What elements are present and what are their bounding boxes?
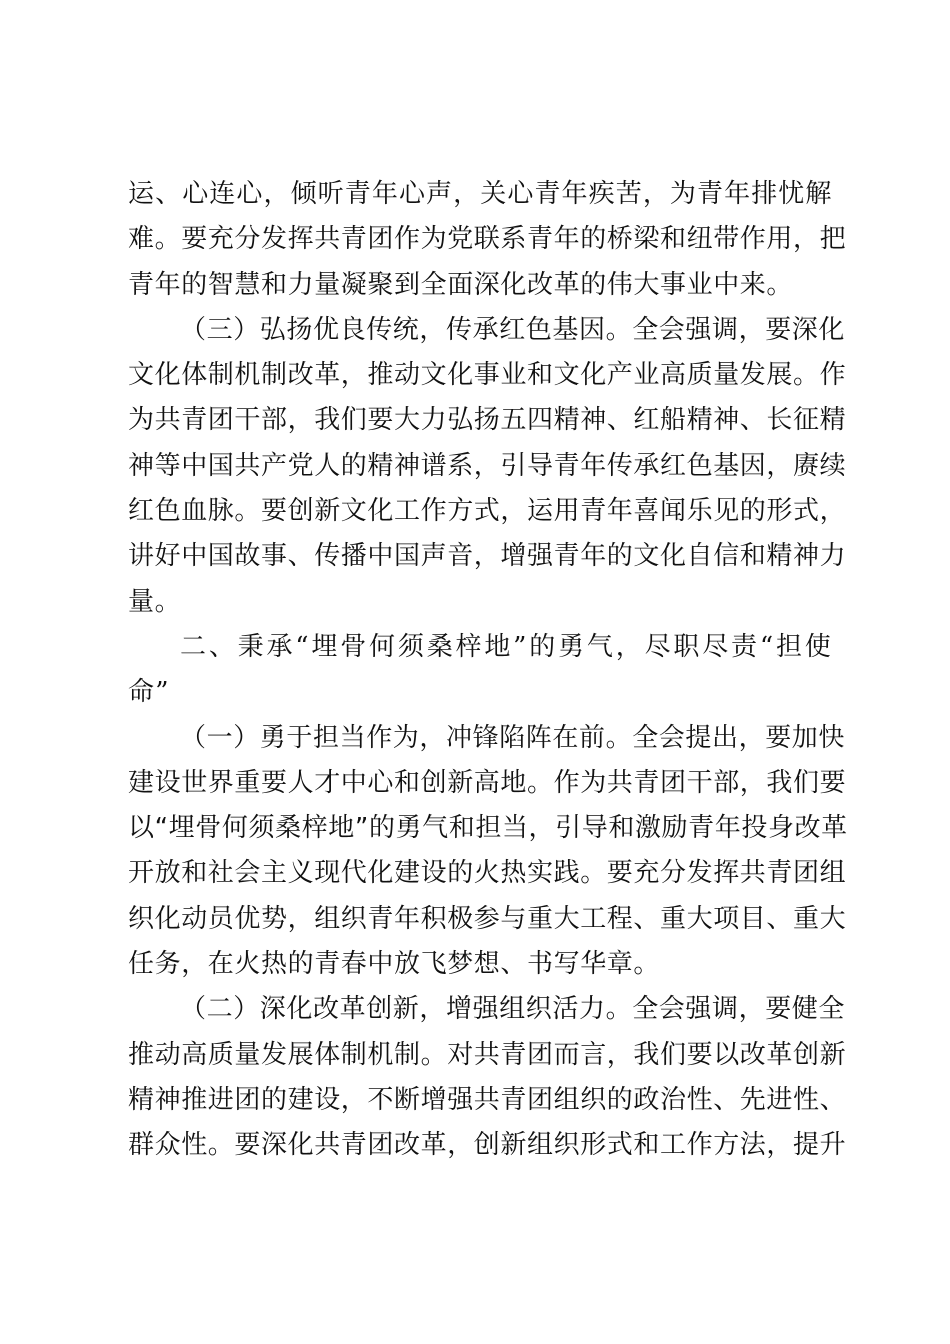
body-line: 讲好中国故事、传播中国声音，增强青年的文化自信和精神力	[128, 541, 847, 572]
subsection-heading-line: （一）勇于担当作为，冲锋陷阵在前。全会提出，要加快	[180, 722, 846, 753]
body-line: 建设世界重要人才中心和创新高地。作为共青团干部，我们要	[128, 767, 847, 798]
body-line: 精神推进团的建设，不断增强共青团组织的政治性、先进性、	[128, 1084, 847, 1115]
body-line: 以“埋骨何须桑梓地”的勇气和担当，引导和激励青年投身改革	[128, 813, 848, 844]
body-line: 推动高质量发展体制机制。对共青团而言，我们要以改革创新	[128, 1039, 847, 1070]
section-heading-line: 二、秉承“埋骨何须桑梓地”的勇气，尽职尽责“担使	[180, 631, 832, 662]
body-line: 开放和社会主义现代化建设的火热实践。要充分发挥共青团组	[128, 858, 847, 889]
body-line: 运、心连心，倾听青年心声，关心青年疾苦，为青年排忧解	[128, 179, 832, 209]
body-line: 红色血脉。要创新文化工作方式，运用青年喜闻乐见的形式，	[128, 496, 847, 527]
body-line: 为共青团干部，我们要大力弘扬五四精神、红船精神、长征精	[128, 405, 847, 436]
body-line: 任务，在火热的青春中放飞梦想、书写华章。	[128, 949, 661, 980]
body-line: 群众性。要深化共青团改革，创新组织形式和工作方法，提升	[128, 1130, 847, 1161]
document-body	[128, 172, 848, 1169]
subsection-heading-line: （三）弘扬优良传统，传承红色基因。全会强调，要深化	[180, 314, 846, 345]
body-line: 量。	[128, 586, 182, 617]
body-line: 难。要充分发挥共青团作为党联系青年的桥梁和纽带作用，把	[128, 224, 847, 255]
subsection-heading-line: （二）深化改革创新，增强组织活力。全会强调，要健全	[180, 994, 846, 1025]
body-line: 神等中国共产党人的精神谱系，引导青年传承红色基因，赓续	[128, 450, 847, 481]
section-heading-line: 命”	[128, 677, 170, 708]
body-line: 青年的智慧和力量凝聚到全面深化改革的伟大事业中来。	[128, 269, 794, 300]
body-line: 文化体制机制改革，推动文化事业和文化产业高质量发展。作	[128, 360, 847, 391]
body-line: 织化动员优势，组织青年积极参与重大工程、重大项目、重大	[128, 903, 847, 934]
